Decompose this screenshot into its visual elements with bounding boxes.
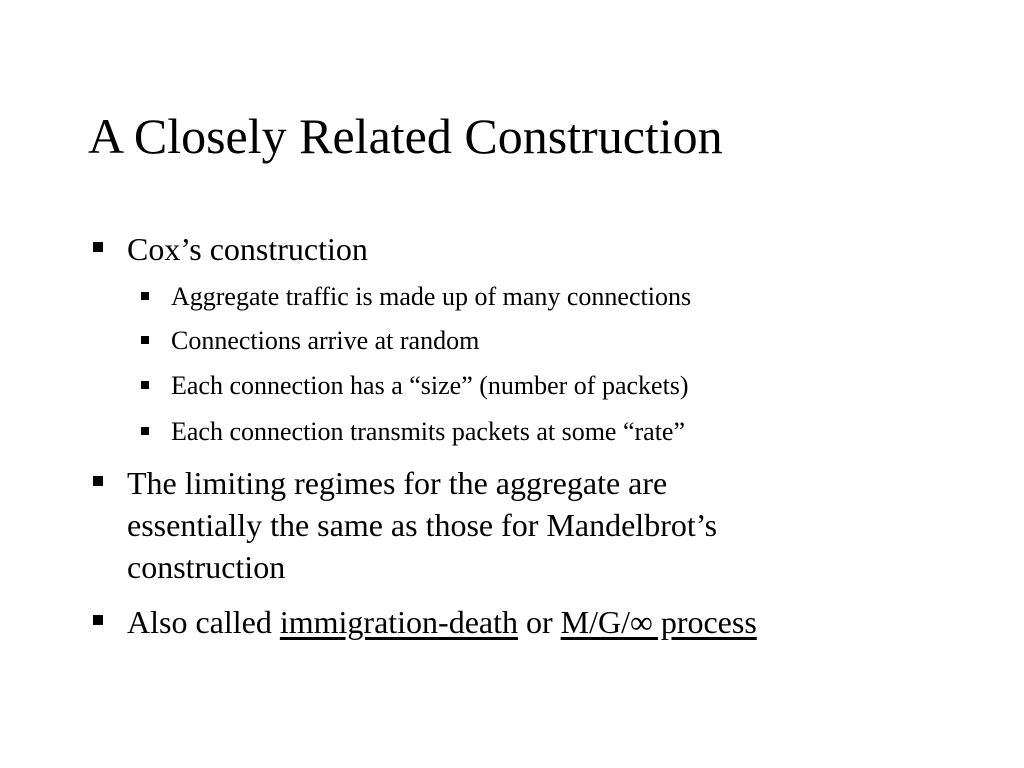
bullet-text: Cox’s construction <box>127 231 368 267</box>
subbullet-connection-size <box>171 369 689 403</box>
subbullet-aggregate-traffic <box>171 280 691 314</box>
bullet-middle: or <box>526 604 553 640</box>
bullet-line: The limiting regimes for the aggregate are <box>127 465 668 501</box>
mg-infinity-process-link[interactable]: M/G/∞ process <box>560 604 757 640</box>
bullet-limiting-regimes <box>127 462 717 588</box>
subbullet-connections-arrive <box>171 324 479 358</box>
square-bullet-icon <box>93 476 103 486</box>
bullet-prefix: Also called <box>127 604 272 640</box>
subbullet-text: Each connection transmits packets at some “rate” <box>171 417 686 446</box>
bullet-also-called <box>127 601 757 643</box>
square-bullet-icon <box>93 615 103 625</box>
subbullet-connection-rate <box>171 415 685 449</box>
bullet-cox-construction <box>127 228 368 270</box>
square-bullet-icon <box>141 336 149 344</box>
square-bullet-icon <box>141 381 149 389</box>
square-bullet-icon <box>141 427 149 435</box>
subbullet-text: Connections arrive at random <box>171 326 480 355</box>
bullet-line: essentially the same as those for Mandelbrot’s <box>127 507 718 543</box>
immigration-death-link[interactable]: immigration-death <box>279 604 518 640</box>
subbullet-text: Each connection has a “size” (number of packets) <box>171 371 689 400</box>
square-bullet-icon <box>93 242 103 252</box>
slide-title: A Closely Related Construction <box>88 108 723 164</box>
square-bullet-icon <box>141 292 149 300</box>
subbullet-text: Aggregate traffic is made up of many connections <box>171 282 692 311</box>
bullet-line: construction <box>127 549 286 585</box>
